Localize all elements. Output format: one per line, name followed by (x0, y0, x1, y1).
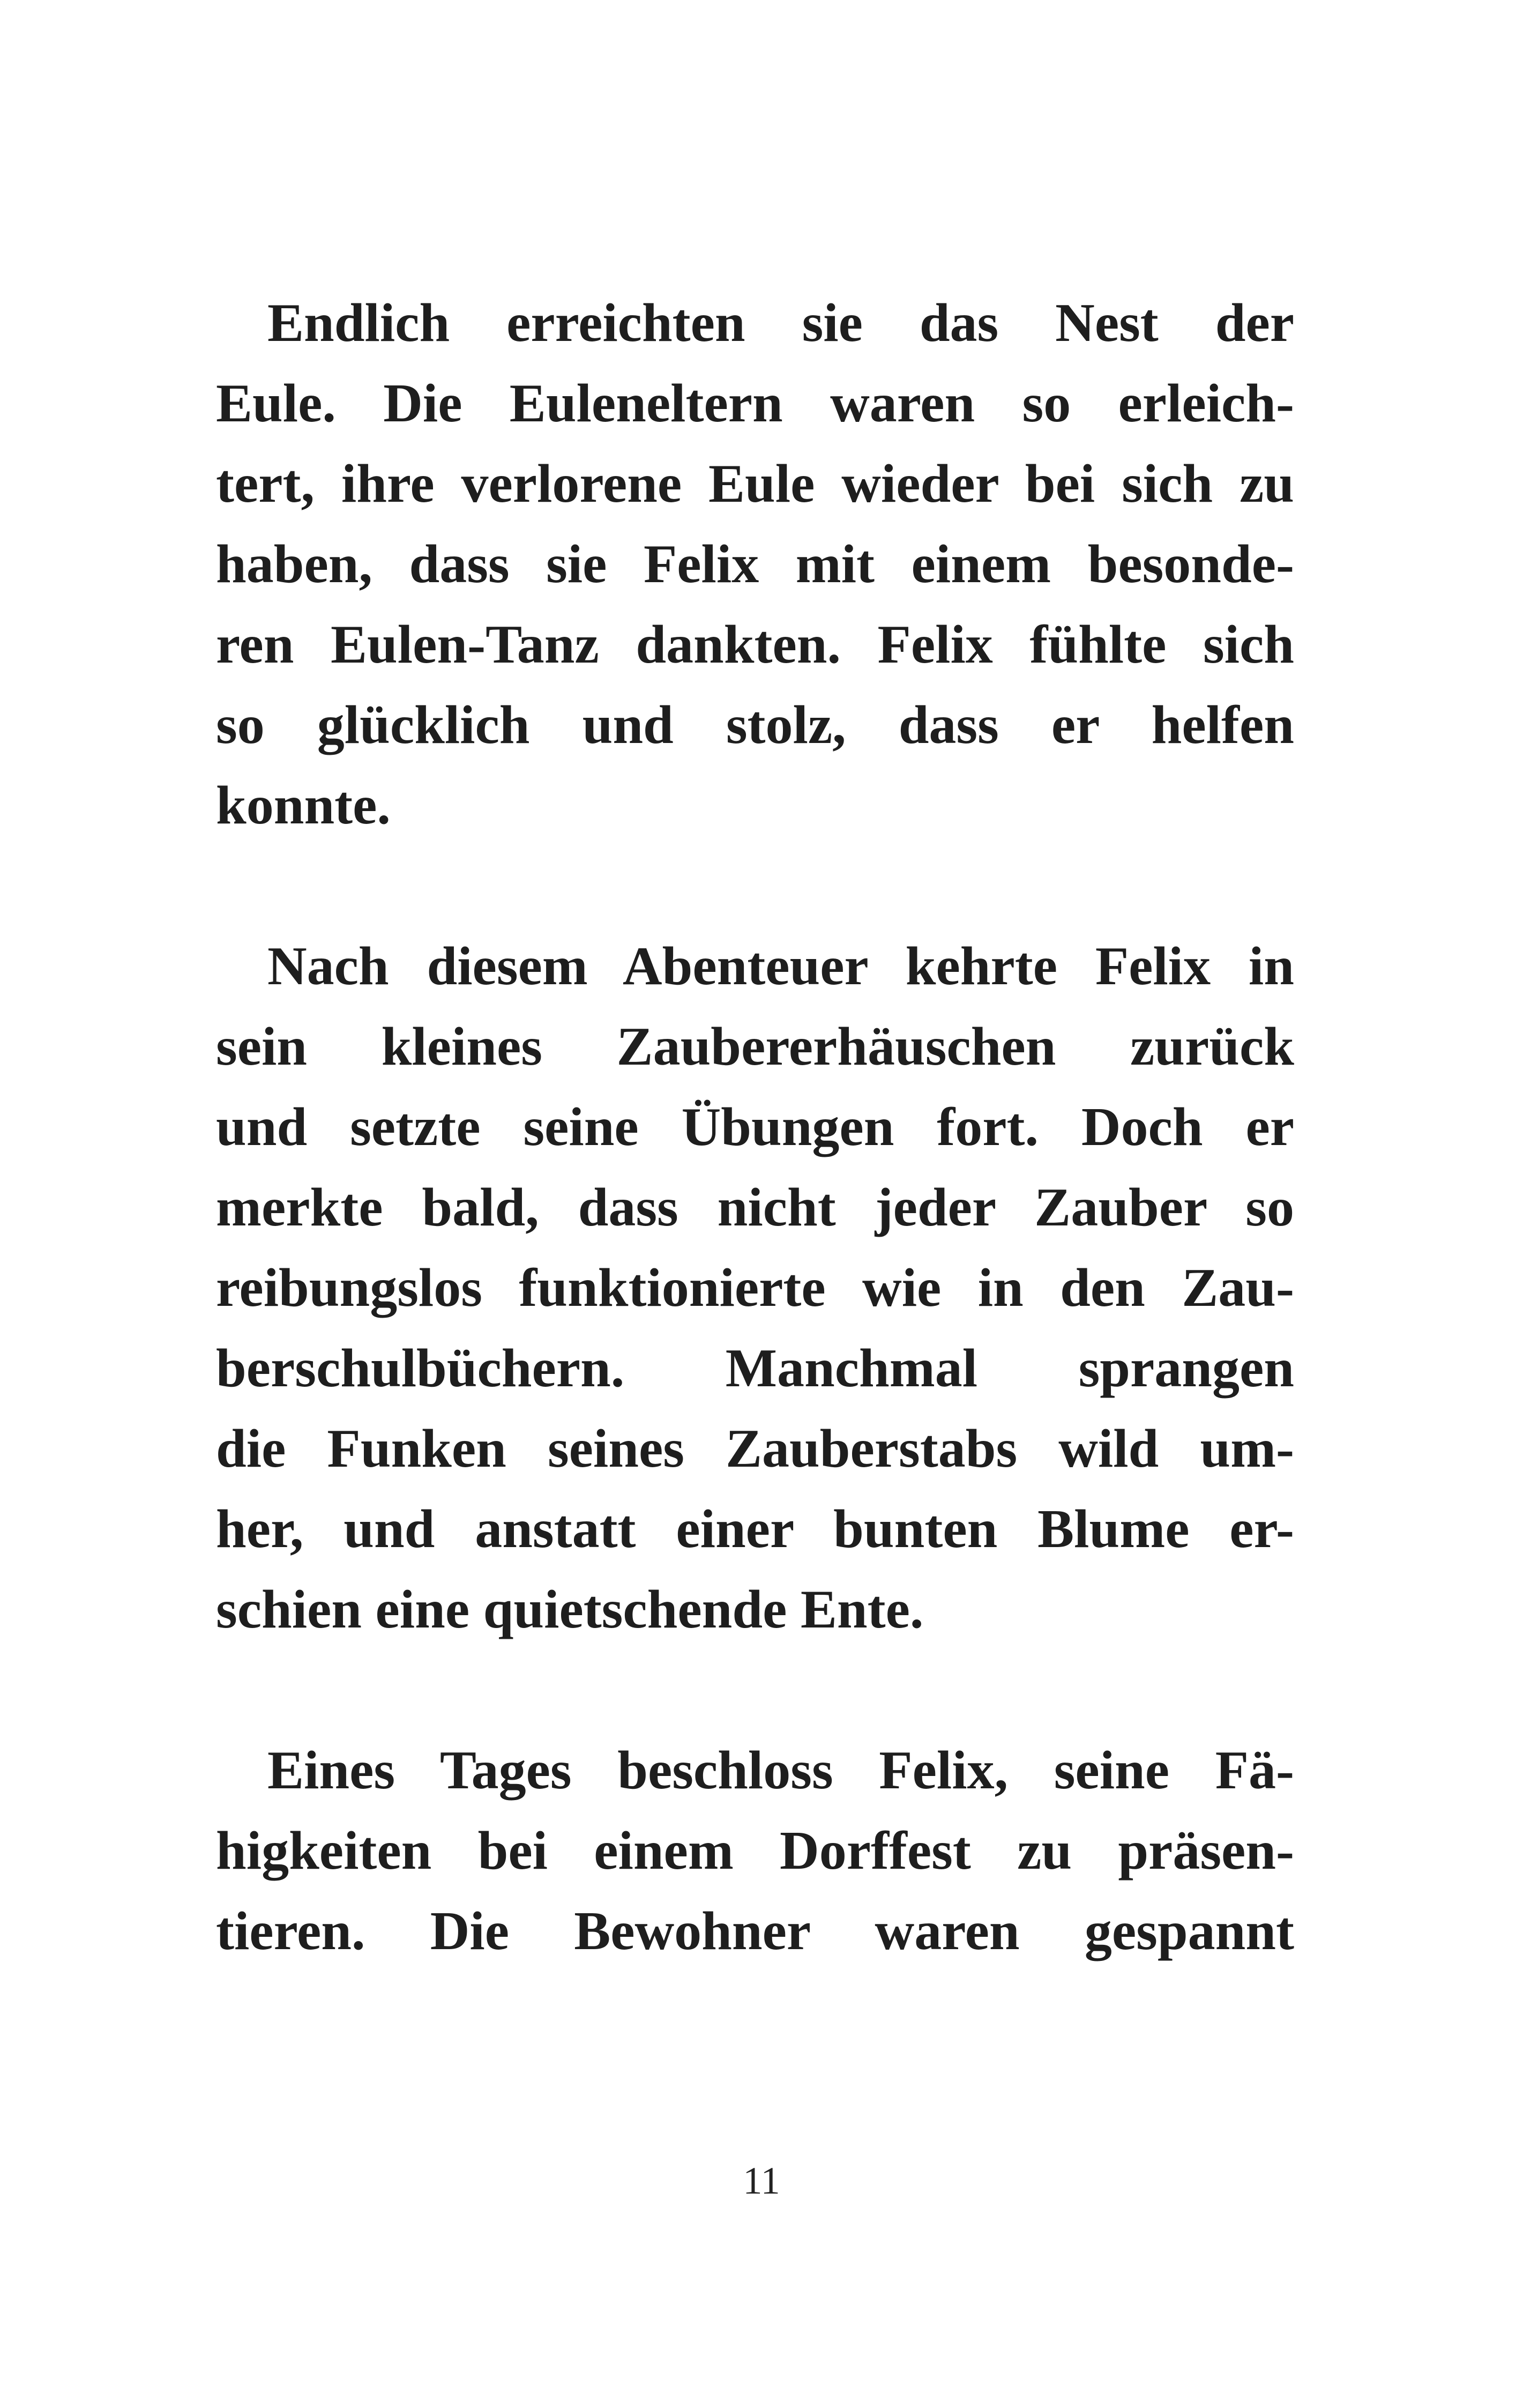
text-line: sein kleines Zaubererhäuschen zurück (216, 1016, 1294, 1077)
text-line: ren Eulen-Tanz dankten. Felix fühlte sich (216, 614, 1294, 675)
text-line: die Funken seines Zauberstabs wild um- (216, 1418, 1294, 1479)
text-line: und setzte seine Übungen fort. Doch er (216, 1097, 1294, 1157)
text-line: berschulbüchern. Manchmal sprangen (216, 1338, 1294, 1399)
text-line: konnte. (216, 775, 391, 836)
text-line: haben, dass sie Felix mit einem besonde- (216, 534, 1294, 594)
text-line: Eines Tages beschloss Felix, seine Fä- (267, 1740, 1294, 1801)
text-line: tieren. Die Bewohner waren gespannt (216, 1901, 1294, 1961)
text-line: reibungslos funktionierte wie in den Zau- (216, 1258, 1294, 1318)
text-line: tert, ihre verlorene Eule wieder bei sich zu (216, 454, 1294, 514)
text-line: her, und anstatt einer bunten Blume er- (216, 1499, 1294, 1559)
paragraph-village-festival (216, 1730, 1294, 1972)
text-line: so glücklich und stolz, dass er helfen (216, 695, 1294, 755)
paragraph-magic-practice (216, 926, 1294, 1650)
text-line: Nach diesem Abenteuer kehrte Felix in (267, 936, 1294, 997)
text-line: Eule. Die Euleneltern waren so erleich- (216, 373, 1294, 434)
text-line: higkeiten bei einem Dorffest zu präsen- (216, 1820, 1294, 1881)
text-line: Endlich erreichten sie das Nest der (267, 293, 1294, 353)
paragraph-owl-nest (216, 283, 1294, 846)
text-line: schien eine quietschende Ente. (216, 1579, 924, 1640)
page-number: 11 (743, 2159, 780, 2202)
text-line: merkte bald, dass nicht jeder Zauber so (216, 1177, 1294, 1238)
